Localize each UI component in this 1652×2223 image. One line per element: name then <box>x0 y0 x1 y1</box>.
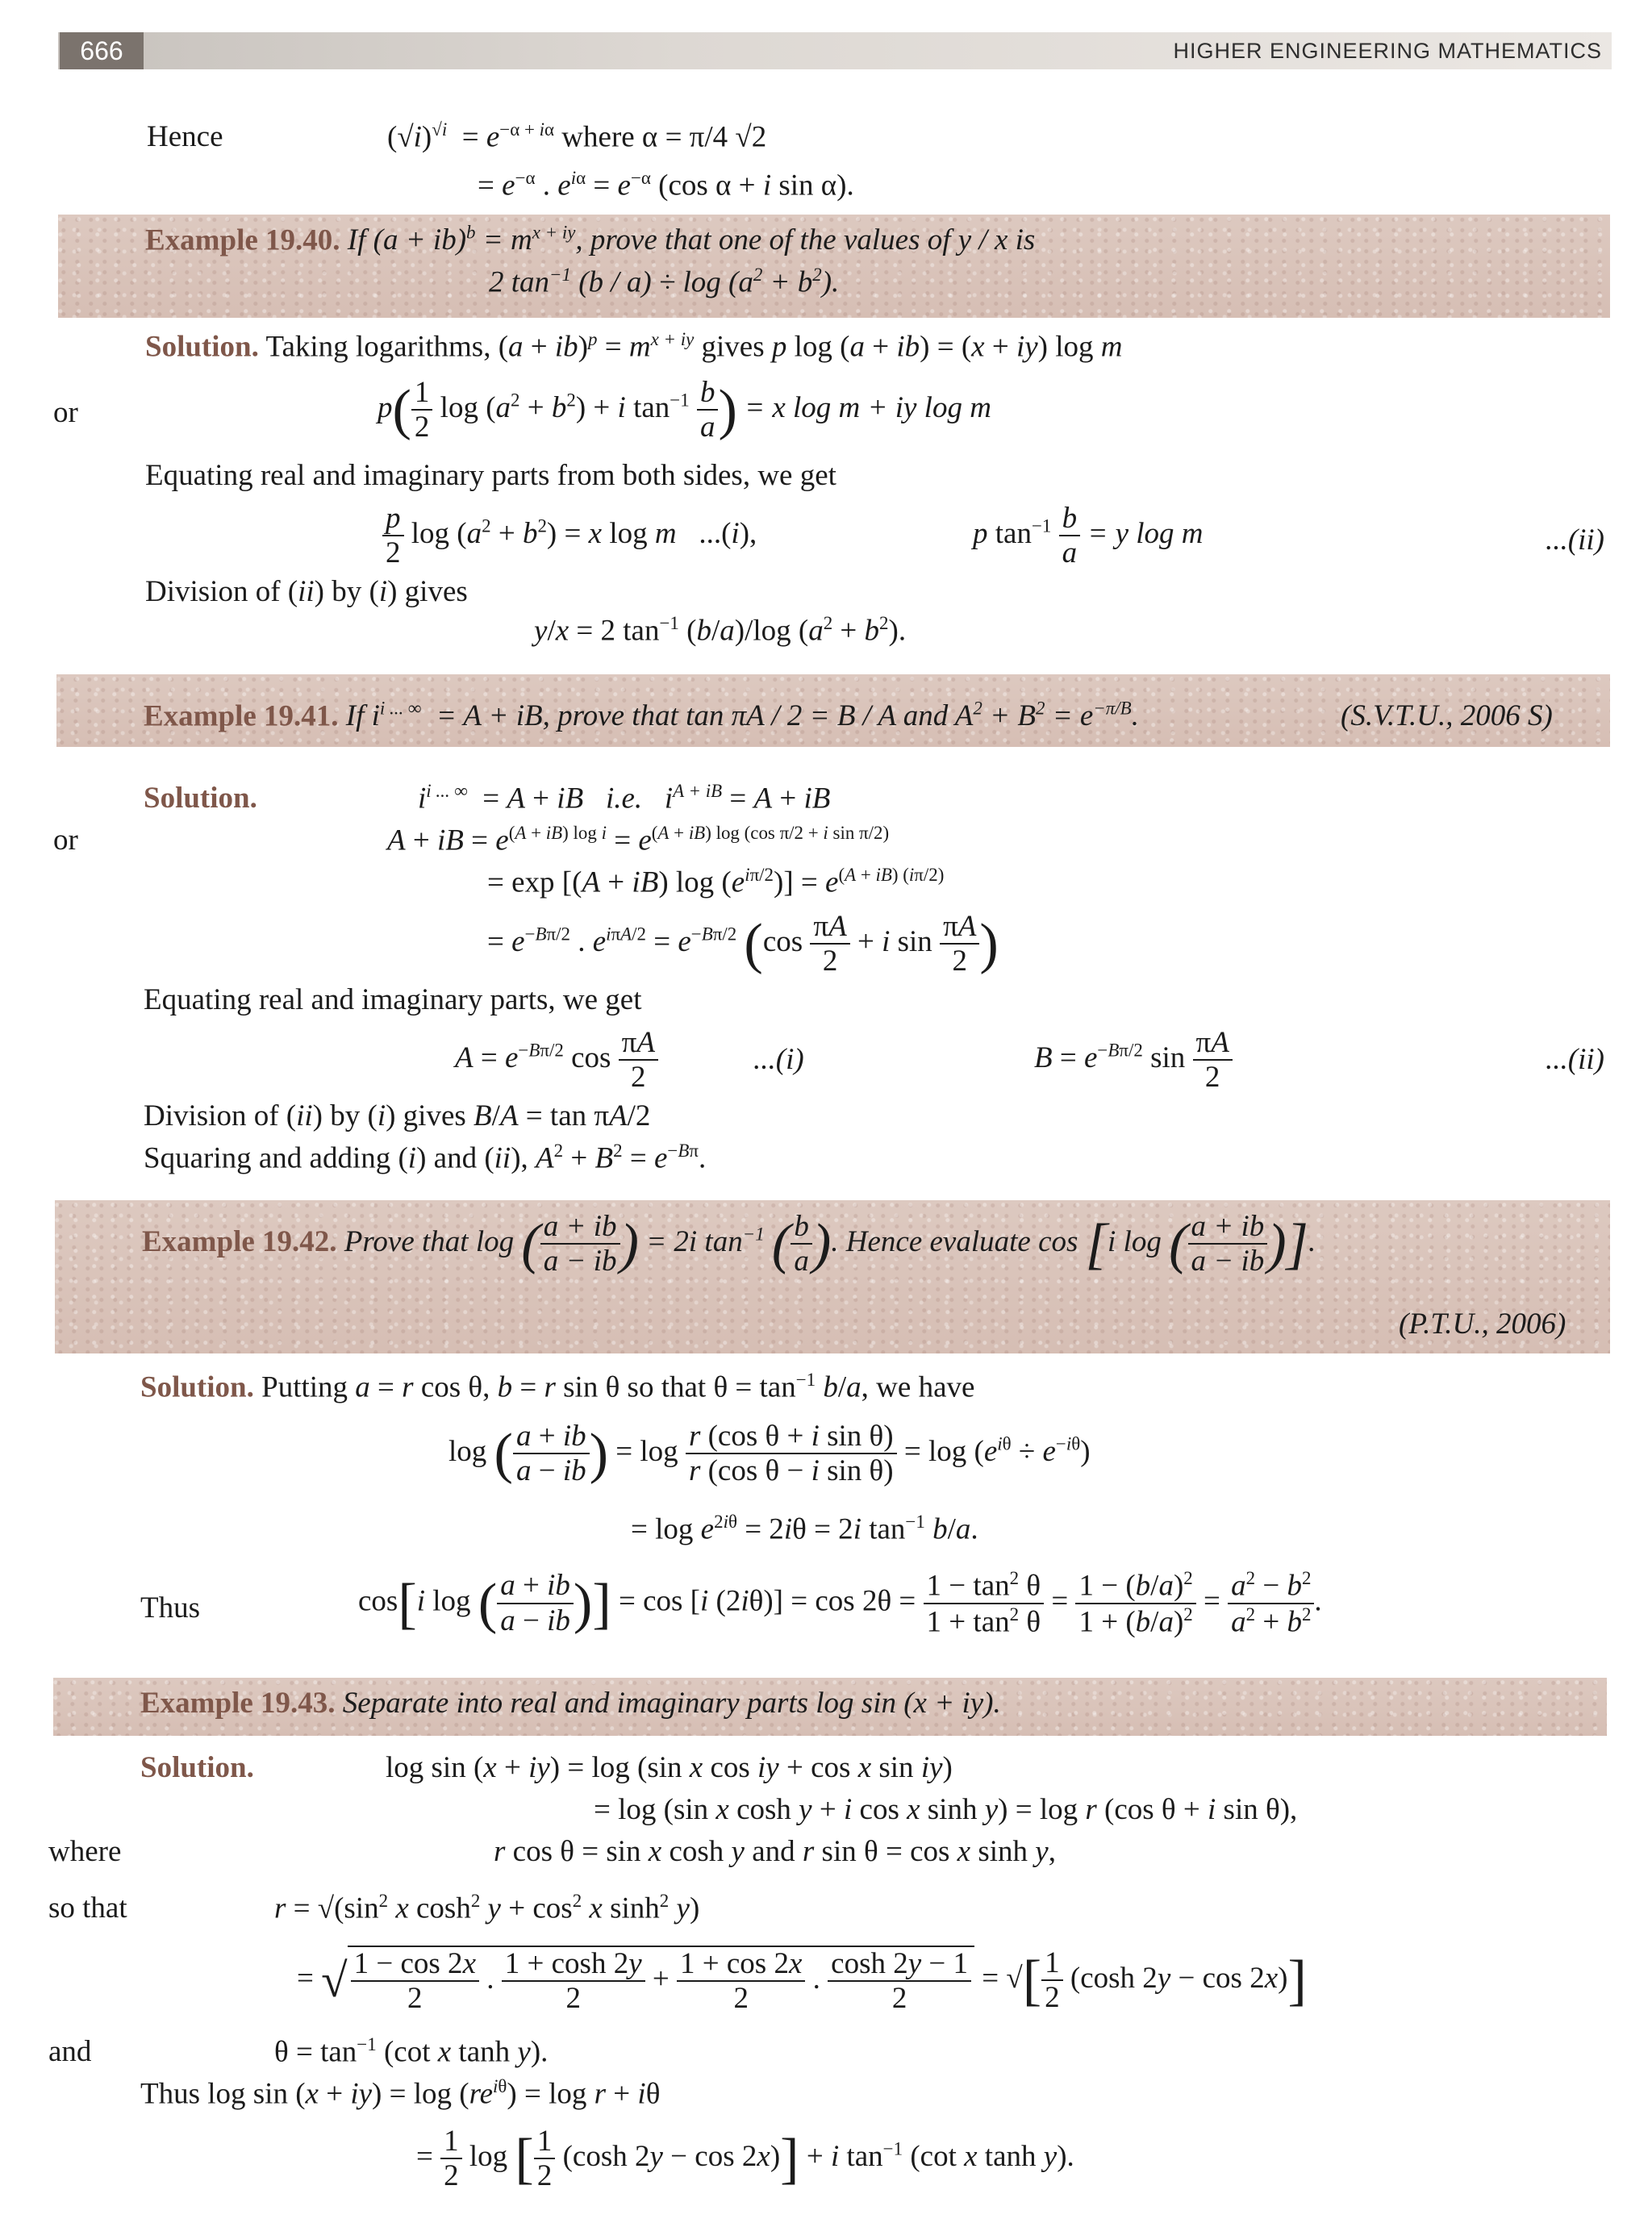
intro-line-2: = $e^{-\alpha}$ . $e^{i\alpha} = e^{-\alpha}$ (cos α + i sin α). <box>478 168 854 202</box>
solution-19-41-tag-ii: ...(ii) <box>1546 1043 1604 1076</box>
solution-label: Solution. <box>140 1370 254 1404</box>
solution-19-40-line-5: Division of (ii) by (i) gives <box>145 575 468 608</box>
example-19-43-statement: Separate into real and imaginary parts log sin (x + iy). <box>342 1687 1001 1720</box>
page-number: 666 <box>60 32 144 69</box>
solution-19-42-line-3: = $\log e^{2i\theta} = 2i\theta = 2i$ $\tan^{-1} b/a$. <box>631 1512 978 1546</box>
solution-19-43-line-7: Thus $\log \sin (x + iy) = \log (re^{i\theta}) = \log r + i\theta$ <box>140 2076 661 2111</box>
solution-19-40-line-3: Equating real and imaginary parts from both sides, we get <box>145 459 836 492</box>
solution-19-41-line-4: = $e^{-B\pi/2}$ . $e^{i\pi A/2} = e^{-B\pi/2}$ (cos $\frac{\pi A}{2}$ + i sin $\frac{\pi A}{2}$ ) <box>487 910 999 978</box>
label-and: and <box>48 2035 92 2068</box>
solution-19-42-line-1: Solution. Putting a = r cos θ, b = r sin θ so that $\theta = \tan^{-1} b/a$, we have <box>140 1370 975 1404</box>
solution-19-40-line-1: Solution. Taking logarithms, $(a + ib)^p = m^{x + iy}$ gives p log (a + ib) = (x + iy) log m <box>145 329 1123 364</box>
solution-19-41-line-3: = exp [(A + iB) $\log (e^{i\pi/2})] = e^{(A + iB) (i\pi/2)}$ <box>487 865 945 899</box>
solution-19-40-tag-ii: ...(ii) <box>1546 523 1604 557</box>
solution-19-40-line-6: y/x = 2 $\tan^{-1} (b/a)/\log$ $(a^2 + b^2)$. <box>534 613 907 648</box>
solution-19-41-line-2: A + iB = $e^{(A + iB) log i} = e^{(A + iB) log (cos \pi/2 + i sin \pi/2)}$ <box>387 823 890 857</box>
book-title: HIGHER ENGINEERING MATHEMATICS <box>1173 39 1602 63</box>
solution-19-41-eq-i: $A = e^{-B\pi/2}$ cos $\frac{\pi A}{2}$ <box>455 1026 658 1095</box>
label-thus: Thus <box>140 1591 200 1624</box>
solution-19-41-eq-ii: $B = e^{-B\pi/2}$ sin $\frac{\pi A}{2}$ <box>1034 1026 1233 1095</box>
solution-19-43-line-5: = √ $\frac{1 - \cos 2x}{2}$ . $\frac{1 + \cosh 2y}{2}$ + $\frac{1 + \cos 2x}{2}$ . $\frac{\cosh 2y - 1}{2}$ = √[ $\frac{1}{2}$ (cosh 2y − cos 2x)] <box>297 1946 1307 2016</box>
solution-19-41-line-8: Squaring and adding (i) and (ii), $A^2 + B^2 = e^{-B\pi}$. <box>144 1141 707 1175</box>
eq-ii-rhs: = y log m <box>1087 516 1204 550</box>
solution-19-42-line-4: cos[i log ( $\frac{a + ib}{a - ib}$ )] = cos [i (2iθ)] = cos 2θ = $\frac{1 - \tan^2 \theta}{1 + \tan^2 \theta}$ = $\frac{1 - (b/a)^2}{1 + (b/a)^2}$ = $\frac{a^2 - b^2}{a^2 + b^2}$ . <box>358 1568 1322 1639</box>
example-19-41-source: (S.V.T.U., 2006 S) <box>1341 699 1553 732</box>
solution-19-41-line-5: Equating real and imaginary parts, we get <box>144 983 642 1016</box>
label-or-1: or <box>53 396 78 429</box>
solution-19-40-line-2-rhs: = x log m + iy log m <box>745 390 991 424</box>
solution-label: Solution. <box>140 1751 254 1784</box>
example-label: Example 19.40. <box>145 223 340 257</box>
example-label: Example 19.41. <box>144 699 339 733</box>
example-19-40-statement-2: 2 $\tan^{-1} (b / a) \div \log (a^2 + b^2)$. <box>489 265 840 299</box>
example-19-40: Example 19.40. If $(a + ib)^b = m^{x + iy}$, prove that one of the values of y / x is <box>145 223 1036 257</box>
solution-19-41-line-7: Division of (ii) by (i) gives B/A = tan πA/2 <box>144 1099 651 1132</box>
label-or-2: or <box>53 824 78 857</box>
solution-19-42-line-2: log ( $\frac{a + ib}{a - ib}$ ) = log $\frac{\text{r (cos θ + i sin θ)}}{\text{r (cos θ − i sin θ)}}$ = $\log (e^{i\theta} \div e^{-i\theta})$ <box>448 1420 1091 1488</box>
solution-label: Solution. <box>145 330 259 364</box>
example-19-41: Example 19.41. If $i^{i ... \infty} = A$ + iB, prove that tan πA / 2 = B / A and $A^2 + B^2 = e^{-\pi/B}$. <box>144 699 1139 733</box>
solution-19-43-line-3: r cos θ = sin x cosh y and r sin θ = cos x sinh y, <box>494 1835 1056 1868</box>
label-hence: Hence <box>147 120 223 153</box>
solution-19-41-tag-i: ...(i) <box>753 1043 804 1076</box>
intro-line-1: $(√i)^{√i} = e^{-\alpha + i\alpha}$ where α = π/4 √2 <box>387 119 767 154</box>
label-so-that: so that <box>48 1891 127 1925</box>
solution-19-43-line-6: $\theta = \tan^{-1} (\cot$ x tanh y). <box>274 2034 549 2069</box>
solution-19-43-line-4: $r = √(\sin^2$ x $\cosh^2 y + \cos^2 x$ $\sinh^2 y$) <box>274 1891 700 1925</box>
solution-19-43-line-8: = $\frac{1}{2}$ log [ $\frac{1}{2}$ (cosh 2y − cos 2x)] + i $\tan^{-1} (\cot$ x tanh y). <box>416 2125 1074 2193</box>
example-19-42-source: (P.T.U., 2006) <box>1399 1308 1566 1341</box>
solution-19-41-line-1 <box>144 781 257 815</box>
solution-label: Solution. <box>144 782 257 815</box>
solution-19-40-eq-ii: p $\tan^{-1}$ $\frac{b}{a}$ = y log m <box>973 502 1204 570</box>
solution-19-43-line-1: log sin (x + iy) = log (sin x cos iy + cos x sin iy) <box>386 1751 953 1784</box>
example-label: Example 19.43. <box>140 1687 336 1720</box>
solution-19-40-line-2: p( $\frac{1}{2}$ $\log (a^2 + b^2) + i$ $\tan^{-1}$ $\frac{b}{a}$ ) = x log m + iy log m <box>378 376 991 444</box>
example-19-43 <box>140 1686 1001 1720</box>
solution-19-40-eq-i: $\frac{p}{2}$ $\log (a^2 + b^2) = x$ log m ...(i), <box>382 502 757 570</box>
solution-19-43-line-2: = log (sin x cosh y + i cos x sinh y) = log r (cos θ + i sin θ), <box>594 1793 1298 1826</box>
solution-19-41-line-1-math: $i^{i ... \infty} = A$ + iB i.e. $i^{A + iB} = A$ + iB <box>418 781 831 815</box>
label-where: where <box>48 1835 122 1868</box>
example-19-42: Example 19.42. Prove that log ( $\frac{a + ib}{a - ib}$ ) = 2i $\tan^{-1}$ ( $\frac{b}{a}$ ). Hence evaluate cos [i log ( $\frac{a + ib}{a - ib}$ )]. <box>142 1210 1316 1278</box>
solution-19-43-label <box>140 1750 254 1785</box>
example-label: Example 19.42. <box>142 1224 337 1258</box>
